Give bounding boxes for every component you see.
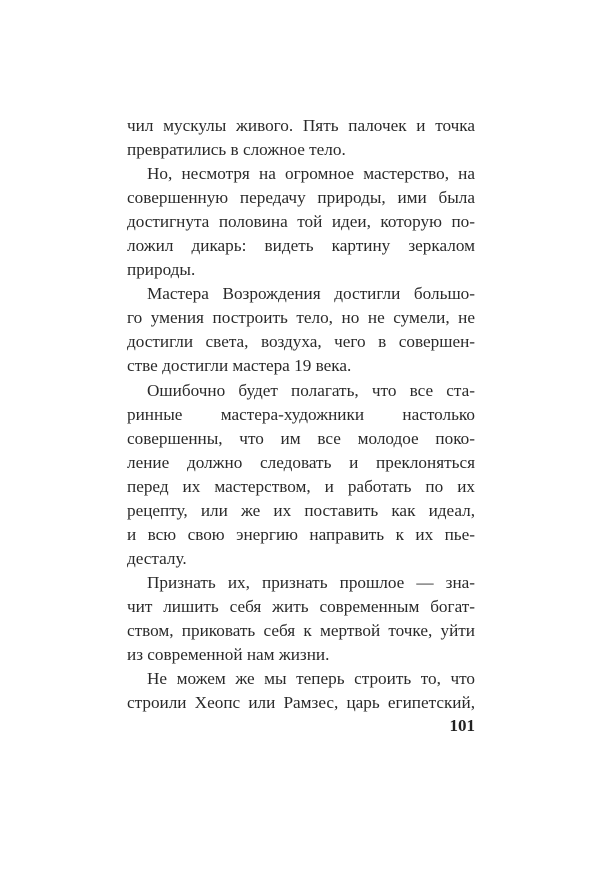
- text-line: Но, несмотря на огромное мастерство, на: [147, 164, 475, 184]
- text-line: ством, приковать себя к мертвой точке, уйти: [127, 620, 475, 640]
- text-line: чил мускулы живого. Пять палочек и точка: [127, 116, 475, 135]
- text-line: десталу.: [127, 548, 187, 568]
- text-line: совершенны, что им все молодое поко-: [127, 428, 475, 448]
- text-line: Мастера Возрождения достигли большо-: [147, 284, 475, 304]
- text-line: ложил дикарь: видеть картину зеркалом: [127, 236, 475, 256]
- text-line: строили Хеопс или Рамзес, царь египетский,: [127, 693, 475, 713]
- page-number: 101: [449, 716, 475, 735]
- text-line: и всю свою энергию направить к их пье-: [127, 524, 475, 544]
- body-text: [127, 114, 475, 715]
- text-line: го умения построить тело, но не сумели, не: [127, 308, 475, 328]
- text-line: Ошибочно будет полагать, что все ста-: [147, 380, 475, 400]
- text-line: рецепту, или же их поставить как идеал,: [127, 500, 475, 520]
- text-line: достигнута половина той идеи, которую по-: [127, 212, 475, 232]
- text-line: ринные мастера-художники настолько: [127, 404, 475, 424]
- text-line: ление должно следовать и преклоняться: [127, 452, 475, 472]
- text-line: перед их мастерством, и работать по их: [127, 476, 475, 496]
- text-line: Признать их, признать прошлое — зна-: [147, 572, 475, 592]
- text-line: Не можем же мы теперь строить то, что: [147, 669, 475, 689]
- text-line: стве достигли мастера 19 века.: [127, 356, 352, 376]
- text-line: совершенную передачу природы, ими была: [127, 188, 475, 208]
- text-line: чит лишить себя жить современным богат-: [127, 596, 475, 616]
- text-line: превратились в сложное тело.: [127, 140, 346, 160]
- text-line: достигли света, воздуха, чего в совершен-: [127, 332, 475, 352]
- text-line: из современной нам жизни.: [127, 645, 330, 665]
- text-line: природы.: [127, 260, 196, 280]
